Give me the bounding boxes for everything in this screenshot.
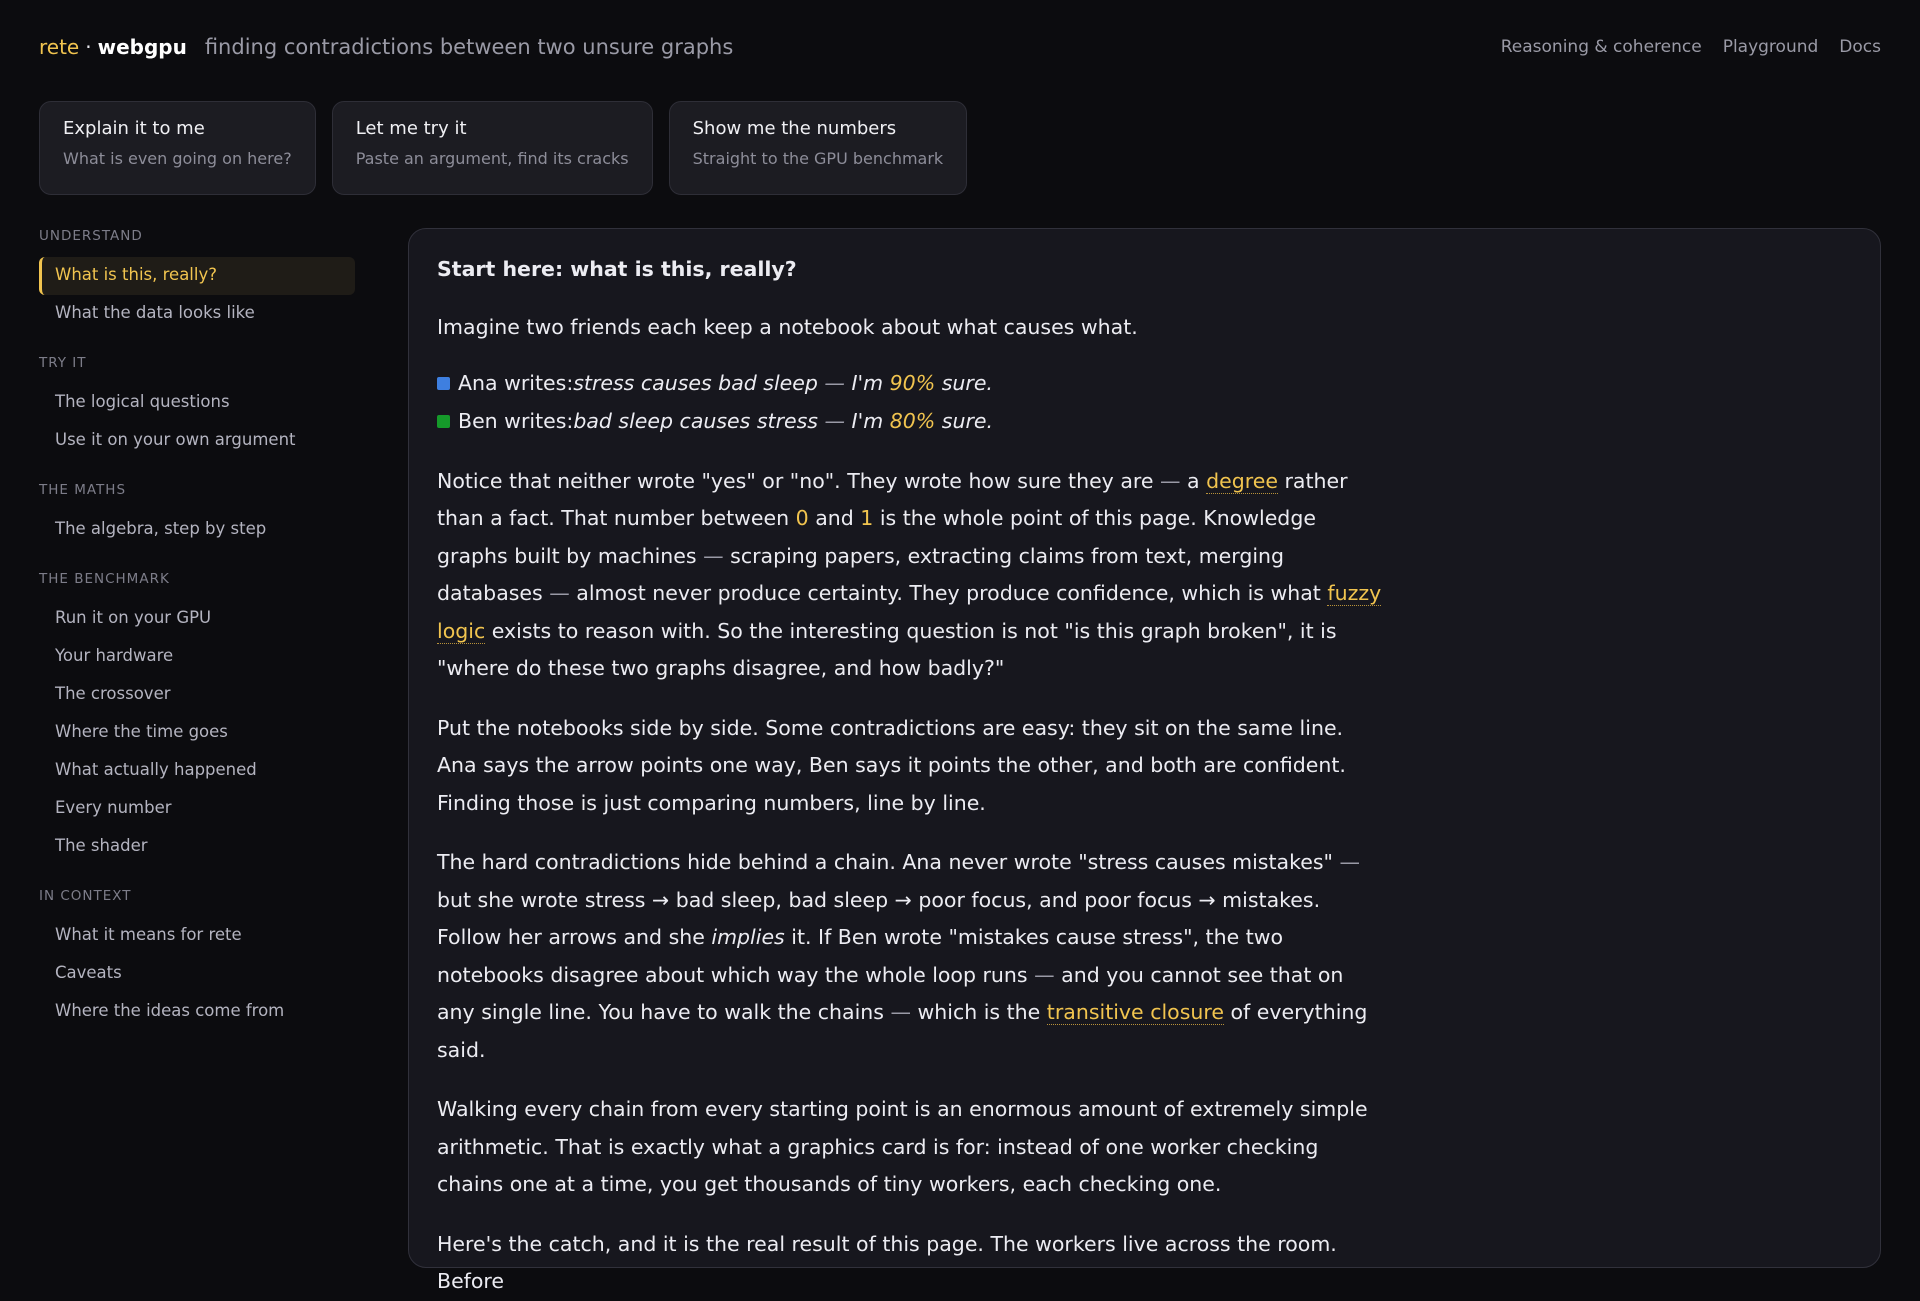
brand-webgpu: webgpu <box>97 35 187 59</box>
sidebar-item-run-gpu[interactable]: Run it on your GPU <box>55 608 212 627</box>
sidebar-item-every-number[interactable]: Every number <box>55 798 172 817</box>
sidebar-section-maths <box>39 482 355 549</box>
sidebar-item-what-happened[interactable]: What actually happened <box>55 760 257 779</box>
sidebar-heading: TRY IT <box>39 355 87 371</box>
sidebar-heading: THE BENCHMARK <box>39 571 170 587</box>
sidebar-section-try-it <box>39 355 355 460</box>
brand-logo[interactable] <box>39 35 187 59</box>
sidebar-item-own-argument[interactable]: Use it on your own argument <box>55 430 296 449</box>
sidebar-item-crossover[interactable]: The crossover <box>55 684 171 703</box>
quote-who: Ben writes: <box>458 408 574 433</box>
top-header <box>0 0 1920 94</box>
sidebar-heading: THE MATHS <box>39 482 127 498</box>
sidebar-section-context <box>39 888 355 1031</box>
page-tagline: finding contradictions between two unsure graphs <box>204 35 734 59</box>
paragraph-catch: Here's the catch, and it is the real result of this page. The workers live across the room. Before <box>437 1231 1337 1293</box>
confidence-value: 90% <box>889 370 936 395</box>
sidebar-item-shader[interactable]: The shader <box>55 836 148 855</box>
sidebar-heading: UNDERSTAND <box>39 228 143 244</box>
sidebar-section-understand <box>39 228 355 333</box>
entry-cards <box>39 101 967 195</box>
nav-docs[interactable]: Docs <box>1839 37 1881 57</box>
card-subtitle: Paste an argument, find its cracks <box>355 149 629 168</box>
term-degree-link[interactable]: degree <box>1206 468 1278 493</box>
sidebar-item-what-is-this[interactable]: What is this, really? <box>39 257 355 295</box>
brand-rete: rete <box>39 35 80 59</box>
quote-ana <box>437 365 1382 403</box>
term-fuzzy-logic-link[interactable]: fuzzy logic <box>437 581 1382 643</box>
quote-ben <box>437 403 1382 441</box>
ben-color-swatch-icon <box>437 415 450 428</box>
card-subtitle: Straight to the GPU benchmark <box>692 149 944 168</box>
confidence-value: 80% <box>889 408 936 433</box>
nav-reasoning-coherence[interactable]: Reasoning & coherence <box>1500 37 1702 57</box>
card-try-it[interactable] <box>332 101 653 195</box>
card-title: Show me the numbers <box>692 118 897 139</box>
paragraph-chains: The hard contradictions hide behind a chain. Ana never wrote "stress causes mistakes" — but she wrote stress → bad sleep, bad sleep → poor focus, and poor focus → mistakes. Follow her arrows and she implies it. If Ben wrote "mistakes cause stress", the two notebooks disagree about which way the whole loop runs — and you cannot see that on any single line. You have to walk the chains — which is the transitive closure of everything said. <box>437 850 1368 1062</box>
card-title: Explain it to me <box>63 118 205 139</box>
sidebar-item-ideas-source[interactable]: Where the ideas come from <box>55 1001 285 1020</box>
quote-who: Ana writes: <box>458 370 574 395</box>
page-title: Start here: what is this, really? <box>437 257 797 281</box>
main-content-panel <box>408 228 1881 1293</box>
quote-claim: stress causes bad sleep — I'm 90% sure. <box>573 370 993 395</box>
paragraph-side-by-side: Put the notebooks side by side. Some contradictions are easy: they sit on the same line. Ana says the arrow points one way, Ben says it points the other, and both are confident. Finding those is just comparing numbers, line by line. <box>437 715 1346 815</box>
card-explain[interactable] <box>39 101 316 195</box>
sidebar-item-time-goes[interactable]: Where the time goes <box>55 722 228 741</box>
sidebar-item-hardware[interactable]: Your hardware <box>55 646 174 665</box>
sidebar-item-data-looks-like[interactable]: What the data looks like <box>55 303 255 322</box>
quote-claim: bad sleep causes stress — I'm 80% sure. <box>573 408 994 433</box>
sidebar-item-caveats[interactable]: Caveats <box>55 963 122 982</box>
card-title: Let me try it <box>355 118 467 139</box>
intro-paragraph: Imagine two friends each keep a notebook about what causes what. <box>437 315 1138 339</box>
nav-playground[interactable]: Playground <box>1722 37 1819 57</box>
notebook-quotes <box>437 365 1382 441</box>
top-nav <box>1501 37 1881 57</box>
card-subtitle: What is even going on here? <box>63 149 292 168</box>
sidebar-item-means-for-rete[interactable]: What it means for rete <box>55 925 242 944</box>
sidebar-item-algebra[interactable]: The algebra, step by step <box>55 519 267 538</box>
ana-color-swatch-icon <box>437 377 450 390</box>
sidebar-nav <box>39 228 355 1053</box>
value-one: 1 <box>860 506 874 530</box>
sidebar-heading: IN CONTEXT <box>39 888 132 904</box>
card-numbers[interactable] <box>669 101 968 195</box>
brand-separator: · <box>85 35 92 59</box>
sidebar-item-logical-questions[interactable]: The logical questions <box>55 392 230 411</box>
term-transitive-closure-link[interactable]: transitive closure <box>1046 1000 1224 1024</box>
paragraph-gpu-workers: Walking every chain from every starting point is an enormous amount of extremely simple arithmetic. That is exactly what a graphics card is for: instead of one worker checking chains one at a time, you get thousands of tiny workers, each checking one. <box>437 1097 1368 1196</box>
paragraph-degree: Notice that neither wrote "yes" or "no". They wrote how sure they are — a degree rather than a fact. That number between 0 and 1 is the whole point of this page. Knowledge graphs built by machines — scraping papers, extracting claims from text, merging databases — almost never produce certainty. They produce confidence, which is what fuzzy logic exists to reason with. So the interesting question is not "is this graph broken", it is "where do these two graphs disagree, and how badly?" <box>437 468 1382 680</box>
sidebar-section-benchmark <box>39 571 355 866</box>
article-body <box>437 309 1382 1301</box>
value-zero: 0 <box>795 506 809 530</box>
